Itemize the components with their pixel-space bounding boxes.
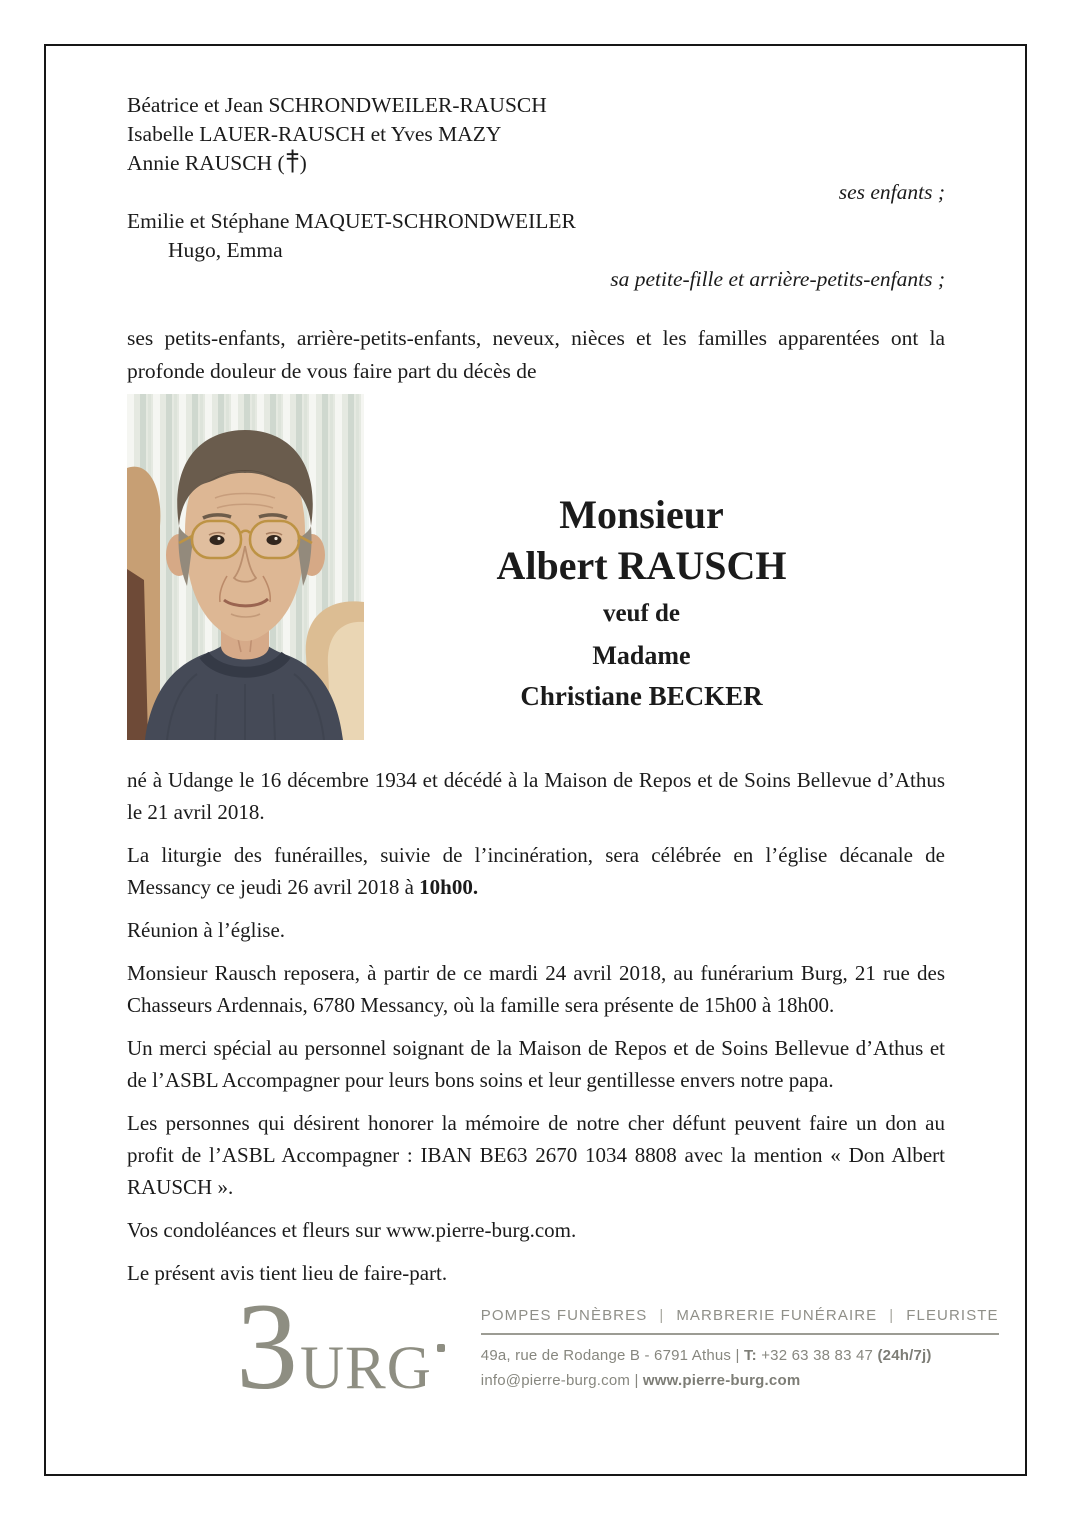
footer-address-line: 49a, rue de Rodange B - 6791 Athus | T: +32 63 38 83 47 (24h/7j) [480,1347,932,1364]
footer-contact-line: info@pierre-burg.com | www.pierre-burg.com [480,1372,801,1389]
logo-dot-icon [437,1344,445,1352]
footer-divider [481,1333,999,1335]
deceased-name: Albert RAUSCH [496,543,787,588]
family-line: ses enfants ; [838,180,945,204]
family-line: sa petite-fille et arrière-petits-enfants ; [610,267,945,291]
family-line: Béatrice et Jean SCHRONDWEILER-RAUSCH [127,93,547,117]
footer-service-label: MARBRERIE FUNÉRAIRE [676,1307,878,1324]
body-paragraph: La liturgie des funérailles, suivie de l’incinération, sera célébrée en l’église décanale de Messancy ce jeudi 26 avril 2018 à 10h00. [127,843,945,899]
family-line-text: Annie RAUSCH ( [127,151,285,175]
memorial-cross-icon [285,149,300,173]
logo-urg-text: URG [300,1335,432,1402]
body-paragraph: Vos condoléances et fleurs sur www.pierre-burg.com. [127,1218,577,1242]
family-line: Isabelle LAUER-RAUSCH et Yves MAZY [127,122,502,146]
footer-services-line [481,1307,999,1324]
body-paragraph: Les personnes qui désirent honorer la mémoire de notre cher défunt peuvent faire un don au profit de l’ASBL Accompagner : IBAN BE63 2670 1034 8808 avec la mention « Don Albert RAUSCH ». [127,1111,945,1199]
body-paragraph: Un merci spécial au personnel soignant de la Maison de Repos et de Soins Bellevue d’Athus et de l’ASBL Accompagner pour leurs bons soins et leur gentillesse envers notre papa. [127,1036,945,1092]
portrait-photo [127,394,364,740]
burg-logo [236,1278,445,1415]
body-paragraphs [127,764,945,1289]
family-line-text: ) [299,151,307,175]
footer-service-label: POMPES FUNÈBRES [480,1307,648,1324]
logo-b-glyph: 3 [236,1278,298,1415]
name-block [364,394,945,740]
footer-service-label: FLEURISTE [906,1307,999,1324]
body-paragraph: Réunion à l’église. [127,918,286,942]
spouse-name: Christiane BECKER [520,681,763,711]
body-paragraph: Le présent avis tient lieu de faire-part. [127,1261,448,1285]
deceased-relation: veuf de [602,600,681,627]
body-paragraph: Monsieur Rausch reposera, à partir de ce mardi 24 avril 2018, au funérarium Burg, 21 rue des Chasseurs Ardennais, 6780 Messancy, où la famille sera présente de 15h00 à 18h00. [127,961,945,1017]
footer [236,1278,999,1415]
family-line [127,149,945,178]
footer-separator: | [889,1307,895,1324]
family-line: Emilie et Stéphane MAQUET-SCHRONDWEILER [127,209,576,233]
sheet-border [44,44,1027,1476]
deceased-title: Monsieur [559,492,724,537]
footer-info [481,1301,999,1393]
spouse-title: Madame [592,641,691,670]
photo-and-name-row [127,394,945,740]
family-block [127,91,945,294]
footer-separator: | [659,1307,665,1324]
body-paragraph: né à Udange le 16 décembre 1934 et décédé à la Maison de Repos et de Soins Bellevue d’Athus le 21 avril 2018. [127,768,945,824]
family-line: Hugo, Emma [168,238,283,262]
intro-paragraph: ses petits-enfants, arrière-petits-enfants, neveux, nièces et les familles apparentées ont la profonde douleur de vous faire part du décès de [127,326,945,383]
